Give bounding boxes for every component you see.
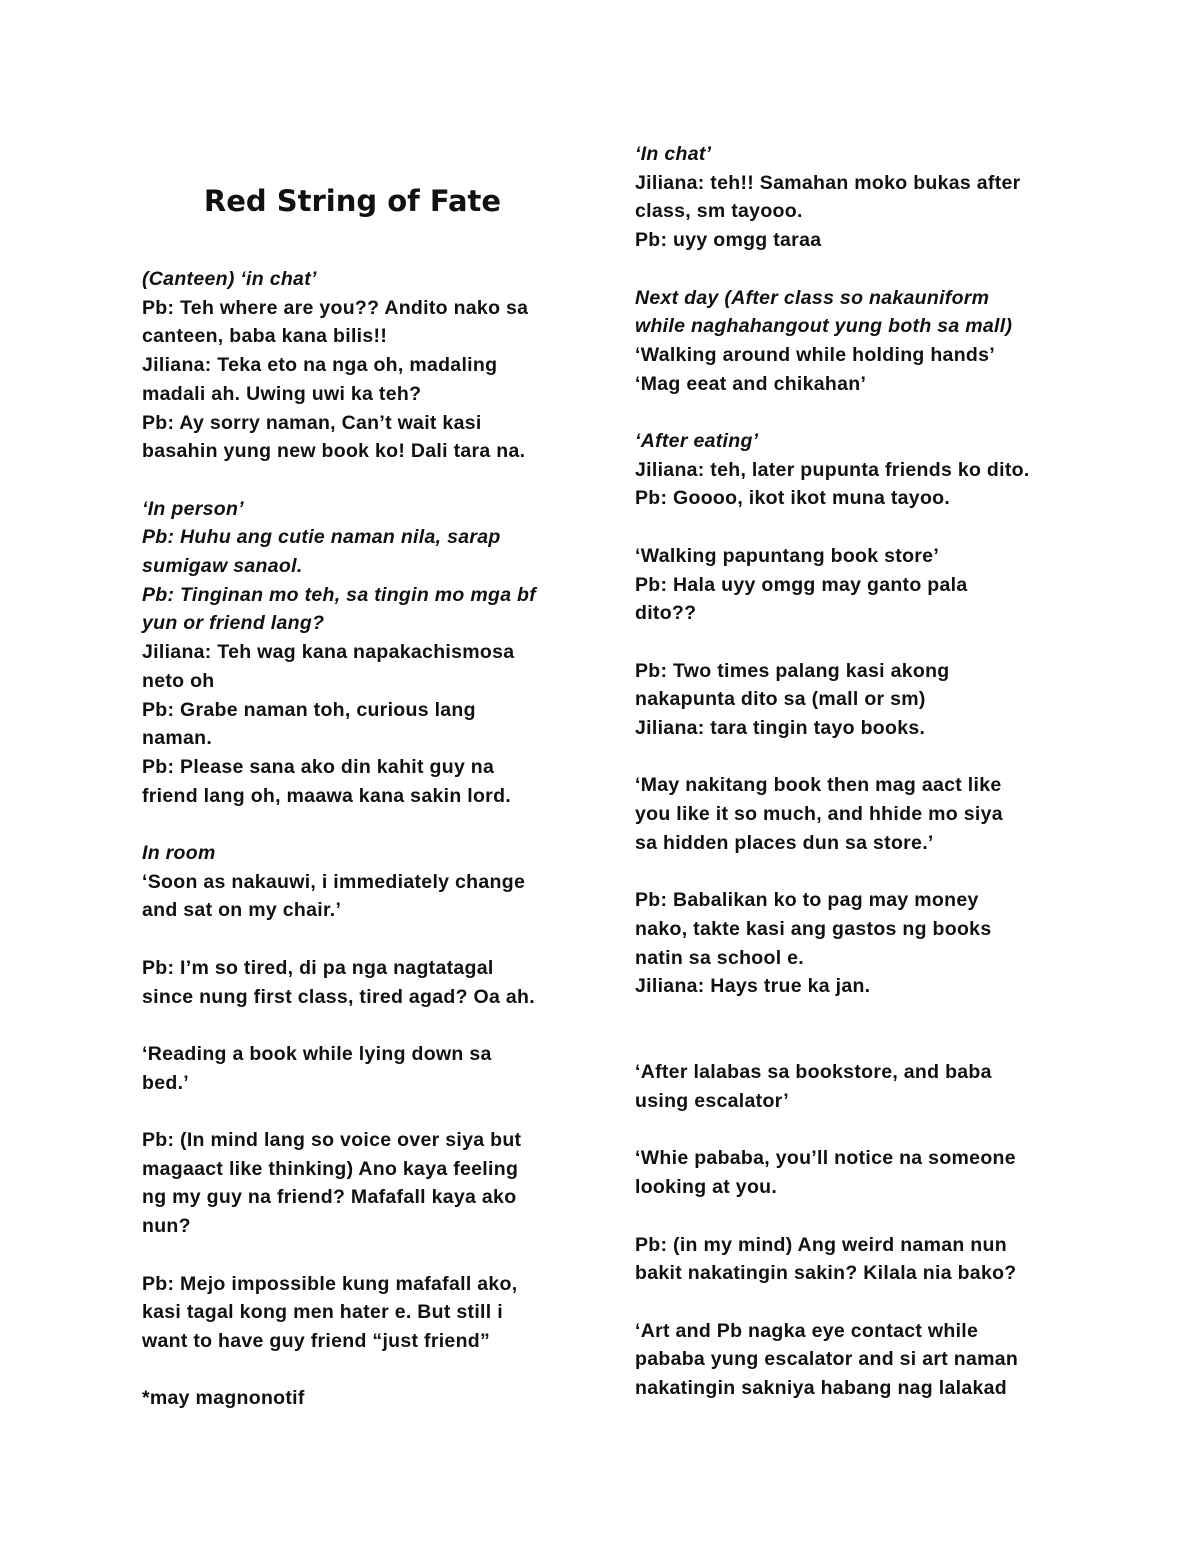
script-line: ‘After eating’	[635, 430, 759, 452]
script-line: magaact like thinking) Ano kaya feeling	[142, 1157, 519, 1180]
script-line: Pb: Grabe naman toh, curious lang	[142, 698, 476, 721]
left-block	[142, 839, 592, 925]
right-block	[635, 1317, 1075, 1403]
script-line: ‘Reading a book while lying down sa	[142, 1042, 492, 1065]
script-line: ‘May nakitang book then mag aact like	[635, 774, 1002, 797]
script-line: using escalator’	[635, 1090, 789, 1113]
left-block	[142, 1126, 592, 1241]
right-block	[635, 886, 1075, 1001]
right-block	[635, 1144, 1075, 1201]
script-line: kasi tagal kong men hater e. But still i	[142, 1301, 503, 1324]
script-line: Pb: Ay sorry naman, Can’t wait kasi	[142, 411, 482, 434]
right-block	[635, 771, 1075, 857]
right-block	[635, 1058, 1075, 1115]
script-line: *may magnonotif	[142, 1387, 305, 1410]
script-line: ‘In chat’	[635, 143, 712, 165]
right-block	[635, 427, 1075, 513]
left-column	[142, 265, 592, 1442]
script-line: ‘Walking papuntang book store’	[635, 544, 940, 567]
right-block	[635, 542, 1075, 628]
script-line: Pb: (in my mind) Ang weird naman nun	[635, 1233, 1007, 1256]
left-block	[142, 1384, 592, 1413]
script-line: class, sm tayooo.	[635, 200, 803, 223]
script-line: nakapunta dito sa (mall or sm)	[635, 688, 926, 711]
right-block	[635, 284, 1075, 399]
script-line: naman.	[142, 727, 213, 750]
script-line: ‘Walking around while holding hands’	[635, 343, 995, 366]
script-line: bakit nakatingin sakin? Kilala nia bako?	[635, 1262, 1017, 1285]
script-line: ‘Whie pababa, you’ll notice na someone	[635, 1147, 1016, 1170]
script-line: nakatingin sakniya habang nag lalakad	[635, 1377, 1007, 1400]
script-line: Jiliana: Hays true ka jan.	[635, 975, 871, 998]
script-line: you like it so much, and hhide mo siya	[635, 803, 1003, 826]
script-line: ng my guy na friend? Mafafall kaya ako	[142, 1186, 517, 1209]
right-block	[635, 140, 1075, 255]
script-line: Pb: I’m so tired, di pa nga nagtatagal	[142, 956, 494, 979]
script-line: madali ah. Uwing uwi ka teh?	[142, 382, 422, 405]
script-line: Jiliana: tara tingin tayo books.	[635, 717, 926, 739]
script-line: and sat on my chair.’	[142, 899, 342, 922]
script-line: neto oh	[142, 669, 215, 692]
script-line: Pb: Huhu ang cutie naman nila, sarap	[142, 526, 501, 549]
script-line: looking at you.	[635, 1176, 778, 1199]
script-line: Pb: Teh where are you?? Andito nako sa	[142, 296, 529, 319]
right-block	[635, 657, 1075, 743]
script-line: In room	[142, 842, 216, 865]
script-line: ‘Art and Pb nagka eye contact while	[635, 1319, 979, 1342]
script-line: Next day (After class so nakauniform	[635, 286, 990, 309]
script-line: pababa yung escalator and si art naman	[635, 1348, 1019, 1371]
left-block	[142, 265, 592, 466]
document-title: Red String of Fate	[203, 184, 502, 218]
script-line: sa hidden places dun sa store.’	[635, 831, 934, 854]
script-line: Jiliana: teh!! Samahan moko bukas after	[635, 171, 1021, 194]
left-block	[142, 954, 592, 1011]
script-line: Pb: Please sana ako din kahit guy na	[142, 755, 495, 778]
script-line: Pb: Goooo, ikot ikot muna tayoo.	[635, 487, 951, 510]
script-line: Pb: Two times palang kasi akong	[635, 659, 950, 682]
script-line: Jiliana: Teh wag kana napakachismosa	[142, 641, 515, 664]
script-line: dito??	[635, 602, 697, 625]
right-block	[635, 1231, 1075, 1288]
left-block	[142, 495, 592, 811]
script-line: natin sa school e.	[635, 946, 805, 969]
script-line: sumigaw sanaol.	[142, 555, 303, 578]
script-line: Pb: Babalikan ko to pag may money	[635, 889, 979, 912]
script-line: nako, takte kasi ang gastos ng books	[635, 917, 992, 940]
script-line: ‘Mag eeat and chikahan’	[635, 372, 867, 395]
script-line: bed.’	[142, 1071, 190, 1094]
script-line: ‘In person’	[142, 497, 244, 520]
script-line: while naghahangout yung both sa mall)	[635, 315, 1013, 338]
script-line: Pb: Mejo impossible kung mafafall ako,	[142, 1272, 518, 1295]
script-line: Pb: Tinginan mo teh, sa tingin mo mga bf	[142, 583, 537, 606]
script-line: ‘Soon as nakauwi, i immediately change	[142, 870, 526, 893]
script-line: friend lang oh, maawa kana sakin lord.	[142, 784, 511, 807]
script-line: ‘After lalabas sa bookstore, and baba	[635, 1061, 992, 1084]
left-block	[142, 1040, 592, 1097]
left-block	[142, 1270, 592, 1356]
script-line: (Canteen) ‘in chat’	[142, 268, 317, 290]
script-line: want to have guy friend “just friend”	[142, 1329, 491, 1352]
script-line: yun or friend lang?	[142, 612, 325, 635]
script-line: Pb: (In mind lang so voice over siya but	[142, 1129, 522, 1152]
script-line: Jiliana: Teka eto na nga oh, madaling	[142, 354, 498, 377]
script-line: nun?	[142, 1215, 191, 1238]
script-line: Pb: Hala uyy omgg may ganto pala	[635, 573, 968, 596]
script-line: since nung first class, tired agad? Oa ah.	[142, 985, 535, 1008]
script-line: canteen, baba kana bilis!!	[142, 325, 388, 348]
script-line: basahin yung new book ko! Dali tara na.	[142, 440, 526, 463]
script-line: Jiliana: teh, later pupunta friends ko dito.	[635, 458, 1030, 481]
right-column	[635, 140, 1075, 1431]
script-line: Pb: uyy omgg taraa	[635, 229, 822, 252]
